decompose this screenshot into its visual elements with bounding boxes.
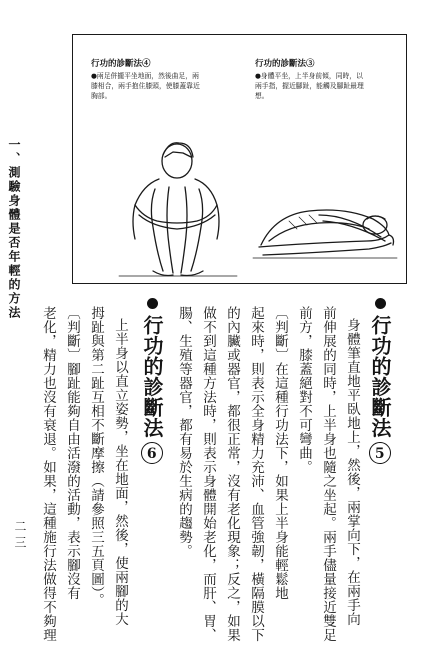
circled-number-5: 5 [369, 442, 391, 464]
forward-bend-illustration [249, 185, 399, 265]
section-5-body-line-5: 起來時，則表示全身精力充沛、血管強韌，橫隔膜以下 [248, 306, 264, 642]
bullet-icon [375, 298, 386, 309]
section-5-heading-text: 行功的診斷法 [368, 315, 392, 438]
figure-left-title: 行功的診斷法④ [91, 59, 151, 69]
figure-left-note: ●兩足併攏平坐地面，然後曲足，兩膝相合，兩手抱住膝頭，使膝蓋靠近胸部。 [91, 72, 200, 100]
figure-right-note: ●身體平坐，上半身前傾，同時，以兩手指，握近腳趾，能觸及腳趾最理想。 [255, 72, 364, 100]
section-6-heading-text: 行功的診斷法 [140, 315, 164, 438]
chapter-side-title: 一、測驗身體是否年輕的方法 [7, 138, 21, 320]
section-5-body-line-7: 做不到這種方法時，則表示身體開始老化，而肝、胃、 [200, 306, 216, 642]
section-6-body-line-2: 拇趾與第二趾互相不斷摩擦（請參照三五頁圖）。 [88, 306, 104, 608]
section-5-body-line-4: 〔判斷〕在這種行功法下，如果上半身能輕鬆地 [272, 306, 288, 600]
bullet-icon [147, 298, 158, 309]
section-5-heading [366, 298, 394, 618]
section-5-body-line-3: 前方，膝蓋絕對不可彎曲。 [296, 306, 312, 474]
section-5-body-line-8: 腸、生殖等器官，都有易於生病的趨勢。 [176, 306, 192, 558]
page-number: 二三 [13, 520, 27, 552]
circled-number-6: 6 [141, 442, 163, 464]
section-6-body-line-1: 上半身以直立姿勢，坐在地面，然後，使兩腳的大 [112, 318, 128, 626]
section-5-body-line-2: 前伸展的同時，上半身也隨之坐起。兩手儘量接近雙足 [320, 306, 336, 642]
section-6-body-line-3: 〔判斷〕腳趾能夠自由活潑的活動，表示腳沒有 [64, 306, 80, 600]
section-5-body-line-6: 的內臟或器官，都很正常，沒有老化現象；反之，如果 [224, 306, 240, 642]
section-6-heading [138, 298, 166, 498]
figure-right-title: 行功的診斷法③ [255, 59, 315, 69]
section-6-body-line-4: 老化，精力也沒有衰退。如果，這種施行法做得不夠理 [40, 306, 56, 642]
section-5-body-line-1: 身體筆直地平臥地上，然後，兩掌向下，在兩手向 [344, 318, 360, 626]
seated-knee-hug-illustration [113, 135, 243, 280]
illustration-frame [72, 34, 407, 284]
